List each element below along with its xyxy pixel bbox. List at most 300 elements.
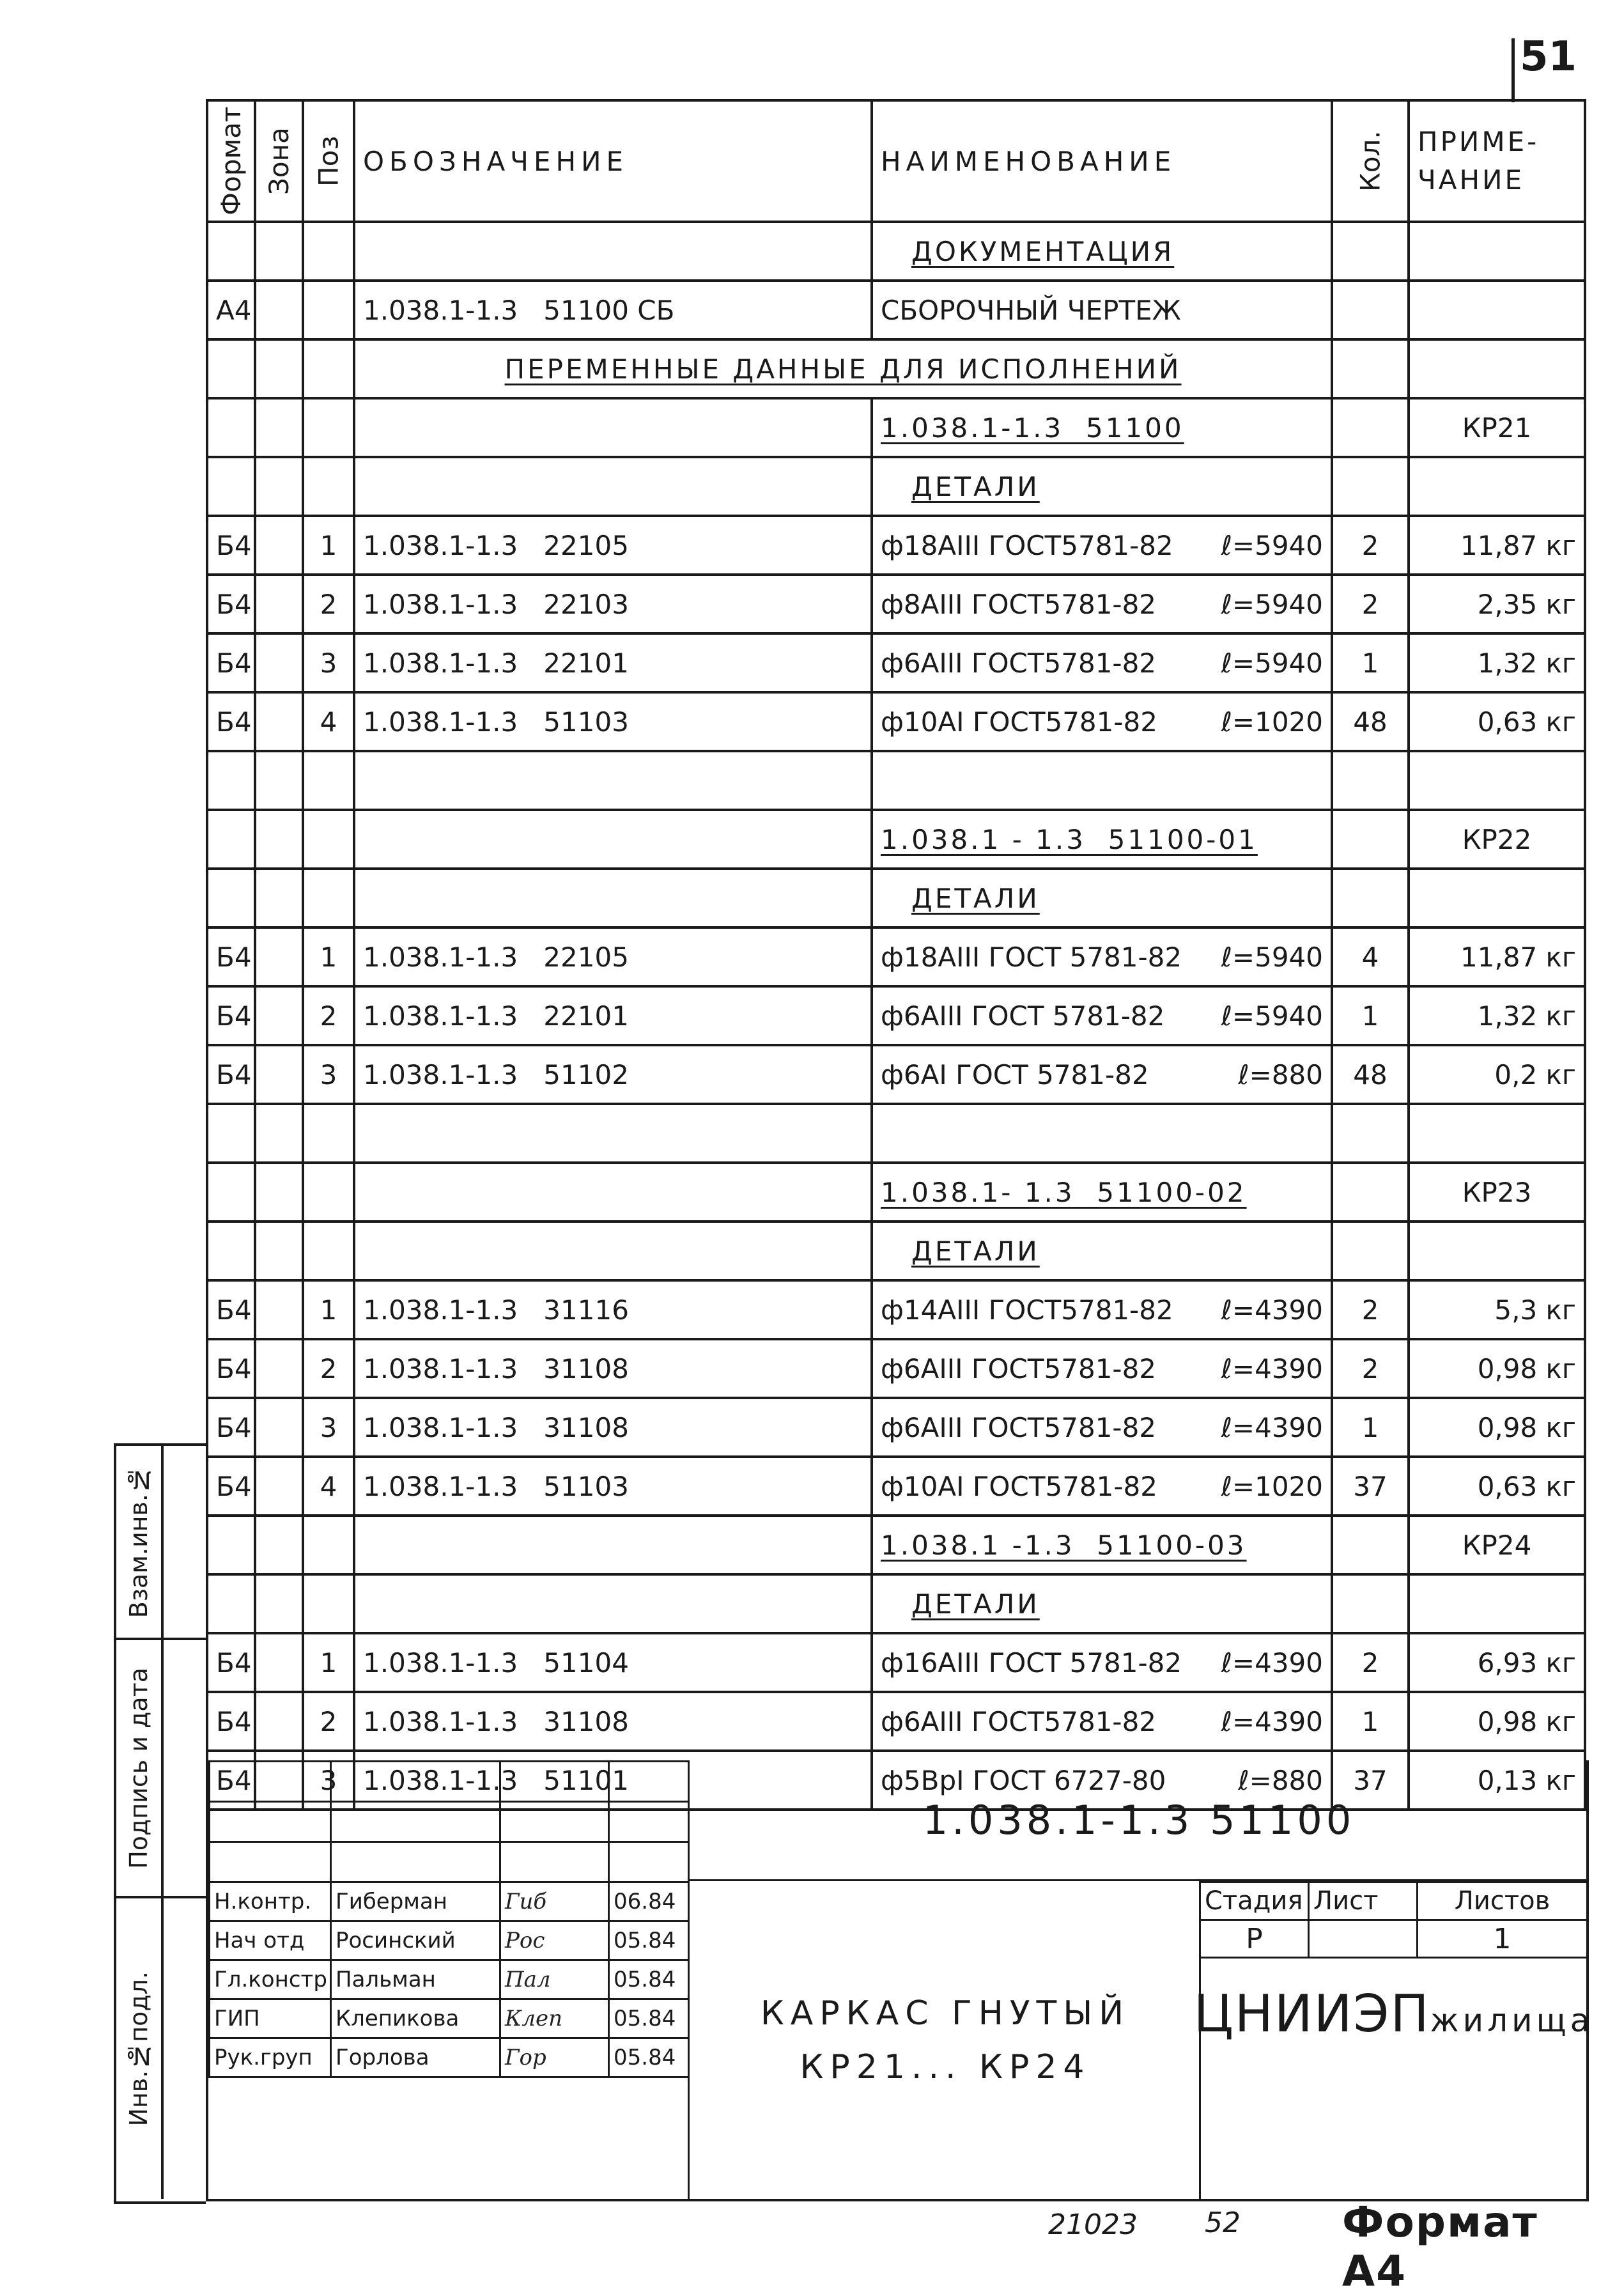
cell-qty: 37: [1332, 1457, 1409, 1516]
organisation-box: [1193, 1959, 1594, 2199]
signature-row: [210, 1999, 689, 2038]
length-value: ℓ=4390: [1221, 1353, 1323, 1385]
variant-code: 1.038.1-1.3 51100: [881, 412, 1184, 444]
table-row: [207, 1574, 1585, 1633]
variant-code: 1.038.1- 1.3 51100-02: [881, 1176, 1247, 1208]
cell-note: 0,98 кг: [1409, 1692, 1585, 1751]
cell-variant-mark: КР23: [1409, 1163, 1585, 1222]
cell-variant-mark: КР24: [1409, 1516, 1585, 1574]
cell-name: [872, 1398, 1332, 1457]
cell-empty: [1332, 222, 1409, 281]
cell-name: [872, 692, 1332, 751]
table-row: [207, 339, 1585, 398]
side-inv-orig-value: [161, 1898, 206, 2199]
header-note: ПРИМЕ-ЧАНИЕ: [1409, 100, 1585, 222]
person-date: 06.84: [609, 1882, 689, 1921]
table-row: [207, 1398, 1585, 1457]
cell-name: [872, 1692, 1332, 1751]
cell-qty: 48: [1332, 692, 1409, 751]
title-line-1: КАРКАС ГНУТЫЙ: [760, 1994, 1131, 2033]
cell-empty: [1332, 751, 1409, 810]
section-heading: ДОКУМЕНТАЦИЯ: [911, 235, 1175, 267]
cell-zone: [255, 1692, 303, 1751]
cell-zone: [255, 1339, 303, 1398]
cell-format: Б4: [207, 1280, 255, 1339]
specification-table: [206, 99, 1586, 1811]
cell-designation: 1.038.1-1.3 22101: [354, 633, 872, 692]
cell-empty: [1409, 1574, 1585, 1633]
cell-pos: 3: [303, 1751, 354, 1810]
table-row: [207, 1222, 1585, 1280]
cell-empty: [255, 1516, 303, 1574]
person-signature: Гор: [500, 2038, 609, 2077]
cell-pos: 2: [303, 1692, 354, 1751]
person-role: Н.контр.: [210, 1882, 331, 1921]
cell-name: [872, 1045, 1332, 1104]
length-value: ℓ=4390: [1221, 1647, 1323, 1679]
title-block: [206, 1760, 1594, 2201]
cell-variant-mark: КР21: [1409, 398, 1585, 457]
person-name: Гиберман: [331, 1882, 500, 1921]
cell-designation: 1.038.1-1.3 51102: [354, 1045, 872, 1104]
side-inv-replace-value: [161, 1446, 206, 1640]
cell-empty: [1409, 1104, 1585, 1163]
material-spec: ф8АIII ГОСТ5781-82: [881, 588, 1157, 620]
cell-name: [872, 281, 1332, 339]
cell-empty: [1332, 1516, 1409, 1574]
cell-empty: [255, 457, 303, 516]
sheets-label: Листов: [1418, 1882, 1588, 1920]
cell-qty: 37: [1332, 1751, 1409, 1810]
material-spec: ф6АIII ГОСТ5781-82: [881, 1705, 1157, 1737]
cell-empty: [207, 1222, 255, 1280]
cell-empty: [1332, 398, 1409, 457]
cell-empty: [872, 1104, 1332, 1163]
person-signature: Пал: [500, 1960, 609, 1999]
table-row: [207, 1339, 1585, 1398]
side-inv-orig-label: Инв.№подл.: [116, 1898, 164, 2199]
cell-pos: 1: [303, 1280, 354, 1339]
length-value: ℓ=5940: [1221, 1000, 1323, 1032]
title-box: [688, 1881, 1201, 2199]
cell-span-heading: [354, 339, 1332, 398]
material-spec: ф6АIII ГОСТ5781-82: [881, 1353, 1157, 1385]
variant-code: 1.038.1 - 1.3 51100-01: [881, 823, 1258, 855]
length-value: ℓ=4390: [1221, 1705, 1323, 1737]
material-spec: ф10АI ГОСТ5781-82: [881, 1470, 1157, 1502]
cell-empty: [303, 869, 354, 927]
cell-pos: 3: [303, 1398, 354, 1457]
cell-empty: [1332, 810, 1409, 869]
cell-pos: 1: [303, 1633, 354, 1692]
table-row: [207, 281, 1585, 339]
cell-section: [872, 869, 1332, 927]
signature-row: [210, 2038, 689, 2077]
cell-empty: [255, 1574, 303, 1633]
length-value: ℓ=1020: [1221, 1470, 1323, 1502]
cell-empty: [1409, 869, 1585, 927]
sheet-value: [1309, 1920, 1418, 1958]
table-row: [207, 1516, 1585, 1574]
page-number: 51: [1520, 33, 1577, 81]
cell-designation: 1.038.1-1.3 51103: [354, 692, 872, 751]
cell-qty: 48: [1332, 1045, 1409, 1104]
cell-format: Б4: [207, 692, 255, 751]
cell-empty: [255, 751, 303, 810]
person-role: Гл.констр: [210, 1960, 331, 1999]
cell-qty: 2: [1332, 516, 1409, 575]
cell-empty: [255, 339, 303, 398]
cell-name: [872, 986, 1332, 1045]
stage-grid: [1199, 1881, 1588, 1959]
cell-empty: [1332, 1574, 1409, 1633]
cell-empty: [207, 1516, 255, 1574]
specification-body: [207, 222, 1585, 1810]
cell-format: Б4: [207, 986, 255, 1045]
cell-designation: 1.038.1-1.3 22105: [354, 927, 872, 986]
table-row: [207, 1104, 1585, 1163]
cell-note: 11,87 кг: [1409, 927, 1585, 986]
cell-note: 11,87 кг: [1409, 516, 1585, 575]
cell-format: Б4: [207, 1751, 255, 1810]
section-heading: ДЕТАЛИ: [911, 1588, 1040, 1620]
cell-note: 0,63 кг: [1409, 692, 1585, 751]
cell-empty: [354, 1104, 872, 1163]
cell-empty: [207, 869, 255, 927]
cell-note: 0,63 кг: [1409, 1457, 1585, 1516]
person-role: ГИП: [210, 1999, 331, 2038]
cell-zone: [255, 516, 303, 575]
cell-zone: [255, 986, 303, 1045]
cell-empty: [207, 457, 255, 516]
person-role: Рук.груп: [210, 2038, 331, 2077]
cell-name: [872, 633, 1332, 692]
cell-pos: 2: [303, 986, 354, 1045]
cell-note: 6,93 кг: [1409, 1633, 1585, 1692]
sheets-value: 1: [1418, 1920, 1588, 1958]
cell-pos: 2: [303, 575, 354, 633]
cell-zone: [255, 1457, 303, 1516]
cell-empty: [207, 1163, 255, 1222]
cell-designation: 1.038.1-1.3 51101: [354, 1751, 872, 1810]
cell-empty: [255, 869, 303, 927]
cell-zone: [255, 692, 303, 751]
variant-data-heading: ПЕРЕМЕННЫЕ ДАННЫЕ ДЛЯ ИСПОЛНЕНИЙ: [504, 353, 1182, 385]
cell-zone: [255, 1045, 303, 1104]
section-heading: ДЕТАЛИ: [911, 882, 1040, 914]
table-row: [207, 516, 1585, 575]
person-date: 05.84: [609, 1921, 689, 1960]
cell-section: [872, 457, 1332, 516]
table-row: [207, 1163, 1585, 1222]
organisation-main: ЦНИИЭП: [1193, 1984, 1430, 2044]
cell-format: Б4: [207, 1045, 255, 1104]
table-row: [207, 810, 1585, 869]
cell-pos: 4: [303, 1457, 354, 1516]
cell-empty: [354, 457, 872, 516]
material-spec: ф6АIII ГОСТ5781-82: [881, 1411, 1157, 1443]
table-row: [207, 927, 1585, 986]
cell-variant: [872, 1163, 1332, 1222]
cell-empty: [1332, 1163, 1409, 1222]
cell-designation: 1.038.1-1.3 22101: [354, 986, 872, 1045]
cell-name: [872, 1457, 1332, 1516]
cell-empty: [255, 1104, 303, 1163]
cell-zone: [255, 1633, 303, 1692]
material-spec: ф16АIII ГОСТ 5781-82: [881, 1647, 1182, 1679]
cell-qty: 2: [1332, 575, 1409, 633]
person-signature: Рос: [500, 1921, 609, 1960]
cell-empty: [354, 1163, 872, 1222]
signature-row: [210, 1921, 689, 1960]
table-row: [207, 1457, 1585, 1516]
cell-pos: [303, 281, 354, 339]
length-value: ℓ=1020: [1221, 706, 1323, 738]
cell-empty: [1409, 339, 1585, 398]
organisation-suffix: жилища: [1430, 2002, 1594, 2039]
person-name: Пальман: [331, 1960, 500, 1999]
cell-variant: [872, 810, 1332, 869]
cell-name: [872, 516, 1332, 575]
cell-empty: [303, 222, 354, 281]
footer-format: Формат А4: [1342, 2198, 1538, 2296]
cell-qty: [1332, 281, 1409, 339]
cell-variant: [872, 398, 1332, 457]
cell-designation: 1.038.1-1.3 31108: [354, 1398, 872, 1457]
cell-empty: [207, 339, 255, 398]
cell-name: [872, 1633, 1332, 1692]
cell-empty: [207, 1104, 255, 1163]
table-row: [207, 1633, 1585, 1692]
cell-empty: [255, 1222, 303, 1280]
cell-empty: [1409, 457, 1585, 516]
cell-qty: 2: [1332, 1339, 1409, 1398]
cell-empty: [207, 810, 255, 869]
cell-designation: 1.038.1-1.3 51104: [354, 1633, 872, 1692]
cell-note: 0,98 кг: [1409, 1398, 1585, 1457]
material-spec: ф18АIII ГОСТ5781-82: [881, 529, 1173, 561]
cell-empty: [207, 1574, 255, 1633]
cell-format: А4: [207, 281, 255, 339]
cell-empty: [303, 457, 354, 516]
material-spec: ф14АIII ГОСТ5781-82: [881, 1294, 1173, 1326]
cell-format: Б4: [207, 575, 255, 633]
person-date: 05.84: [609, 2038, 689, 2077]
cell-empty: [255, 810, 303, 869]
cell-empty: [303, 398, 354, 457]
person-signature: Гиб: [500, 1882, 609, 1921]
table-row: [207, 633, 1585, 692]
length-value: ℓ=5940: [1221, 529, 1323, 561]
table-row: [207, 457, 1585, 516]
cell-empty: [354, 1222, 872, 1280]
signature-grid: [208, 1881, 690, 2078]
table-row: [207, 692, 1585, 751]
person-date: 05.84: [609, 1999, 689, 2038]
length-value: ℓ=5940: [1221, 647, 1323, 679]
cell-format: Б4: [207, 1339, 255, 1398]
cell-format: Б4: [207, 1457, 255, 1516]
section-heading: ДЕТАЛИ: [911, 470, 1040, 502]
table-row: [207, 1692, 1585, 1751]
variant-code: 1.038.1 -1.3 51100-03: [881, 1529, 1247, 1561]
cell-designation: 1.038.1-1.3 22105: [354, 516, 872, 575]
cell-empty: [1332, 457, 1409, 516]
revision-grid: [208, 1760, 690, 1883]
side-inv-replace-label: Взам.инв.№: [116, 1446, 164, 1640]
cell-name: [872, 575, 1332, 633]
table-row: [207, 986, 1585, 1045]
sheet-label: Лист: [1309, 1882, 1418, 1920]
cell-format: Б4: [207, 1633, 255, 1692]
cell-pos: 3: [303, 1045, 354, 1104]
cell-zone: [255, 1280, 303, 1339]
cell-note: 0,98 кг: [1409, 1339, 1585, 1398]
signature-row: [210, 1882, 689, 1921]
material-spec: ф6АI ГОСТ 5781-82: [881, 1059, 1149, 1090]
section-heading: ДЕТАЛИ: [911, 1235, 1040, 1267]
cell-designation: 1.038.1-1.3 51103: [354, 1457, 872, 1516]
cell-zone: [255, 281, 303, 339]
material-spec: ф10АI ГОСТ5781-82: [881, 706, 1157, 738]
cell-section: [872, 222, 1332, 281]
cell-empty: [255, 398, 303, 457]
cell-designation: 1.038.1-1.3 51100 СБ: [354, 281, 872, 339]
cell-empty: [303, 1104, 354, 1163]
cell-empty: [303, 810, 354, 869]
cell-empty: [354, 1516, 872, 1574]
cell-empty: [354, 810, 872, 869]
table-row: [207, 222, 1585, 281]
cell-note: 1,32 кг: [1409, 986, 1585, 1045]
material-spec: ф5ВрI ГОСТ 6727-80: [881, 1764, 1166, 1796]
cell-name: [872, 927, 1332, 986]
cell-empty: [1409, 222, 1585, 281]
cell-format: Б4: [207, 633, 255, 692]
cell-zone: [255, 927, 303, 986]
cell-zone: [255, 1398, 303, 1457]
header-name: НАИМЕНОВАНИЕ: [872, 100, 1332, 222]
cell-qty: 4: [1332, 927, 1409, 986]
cell-format: Б4: [207, 927, 255, 986]
material-spec: СБОРОЧНЫЙ ЧЕРТЕЖ: [881, 294, 1181, 326]
title-line-2: КР21... КР24: [800, 2047, 1091, 2086]
cell-note: 0,13 кг: [1409, 1751, 1585, 1810]
cell-name: [872, 1280, 1332, 1339]
header-pos: Поз: [303, 100, 354, 222]
person-signature: Клеп: [500, 1999, 609, 2038]
cell-format: Б4: [207, 1398, 255, 1457]
cell-empty: [354, 869, 872, 927]
cell-format: Б4: [207, 1692, 255, 1751]
cell-empty: [1332, 1104, 1409, 1163]
cell-qty: 2: [1332, 1280, 1409, 1339]
cell-section: [872, 1574, 1332, 1633]
cell-empty: [872, 751, 1332, 810]
cell-empty: [1409, 1222, 1585, 1280]
cell-empty: [354, 751, 872, 810]
cell-section: [872, 1222, 1332, 1280]
cell-empty: [207, 222, 255, 281]
cell-zone: [255, 575, 303, 633]
footer-page-ref: 52: [1205, 2207, 1241, 2239]
header-row: [207, 100, 1585, 222]
cell-empty: [354, 1574, 872, 1633]
cell-pos: 4: [303, 692, 354, 751]
header-format: Формат: [207, 100, 255, 222]
cell-empty: [1332, 869, 1409, 927]
side-strip: [114, 1443, 206, 2204]
header-zone: Зона: [255, 100, 303, 222]
cell-qty: 1: [1332, 986, 1409, 1045]
table-row: [207, 751, 1585, 810]
header-designation: ОБОЗНАЧЕНИЕ: [354, 100, 872, 222]
table-row: [207, 398, 1585, 457]
cell-zone: [255, 633, 303, 692]
length-value: ℓ=880: [1238, 1764, 1323, 1796]
cell-variant: [872, 1516, 1332, 1574]
cell-empty: [303, 1516, 354, 1574]
header-qty: Кол.: [1332, 100, 1409, 222]
doc-code: 1.038.1-1.3 51100: [922, 1796, 1356, 1843]
length-value: ℓ=4390: [1221, 1411, 1323, 1443]
table-row: [207, 1045, 1585, 1104]
signature-row: [210, 1960, 689, 1999]
cell-empty: [354, 398, 872, 457]
cell-empty: [1332, 1222, 1409, 1280]
length-value: ℓ=880: [1238, 1059, 1323, 1090]
cell-note: [1409, 281, 1585, 339]
cell-empty: [303, 1222, 354, 1280]
cell-designation: 1.038.1-1.3 31108: [354, 1692, 872, 1751]
stage-value: Р: [1200, 1920, 1309, 1958]
cell-qty: 2: [1332, 1633, 1409, 1692]
cell-empty: [303, 1163, 354, 1222]
cell-designation: 1.038.1-1.3 22103: [354, 575, 872, 633]
person-name: Горлова: [331, 2038, 500, 2077]
cell-qty: 1: [1332, 1398, 1409, 1457]
cell-empty: [255, 222, 303, 281]
cell-empty: [303, 751, 354, 810]
cell-name: [872, 1339, 1332, 1398]
cell-pos: 1: [303, 927, 354, 986]
table-row: [207, 575, 1585, 633]
material-spec: ф18АIII ГОСТ 5781-82: [881, 941, 1182, 973]
person-name: Клепикова: [331, 1999, 500, 2038]
length-value: ℓ=4390: [1221, 1294, 1323, 1326]
cell-empty: [207, 751, 255, 810]
length-value: ℓ=5940: [1221, 588, 1323, 620]
cell-empty: [303, 339, 354, 398]
cell-empty: [354, 222, 872, 281]
cell-qty: 1: [1332, 1692, 1409, 1751]
cell-empty: [255, 1163, 303, 1222]
cell-qty: 1: [1332, 633, 1409, 692]
doc-code-box: [688, 1760, 1588, 1881]
person-date: 05.84: [609, 1960, 689, 1999]
cell-note: 1,32 кг: [1409, 633, 1585, 692]
material-spec: ф6АIII ГОСТ5781-82: [881, 647, 1157, 679]
stage-label: Стадия: [1200, 1882, 1309, 1920]
cell-designation: 1.038.1-1.3 31116: [354, 1280, 872, 1339]
cell-note: 2,35 кг: [1409, 575, 1585, 633]
material-spec: ф6АIII ГОСТ 5781-82: [881, 1000, 1165, 1032]
cell-empty: [303, 1574, 354, 1633]
table-row: [207, 1280, 1585, 1339]
cell-pos: 1: [303, 516, 354, 575]
cell-format: Б4: [207, 516, 255, 575]
cell-pos: 2: [303, 1339, 354, 1398]
